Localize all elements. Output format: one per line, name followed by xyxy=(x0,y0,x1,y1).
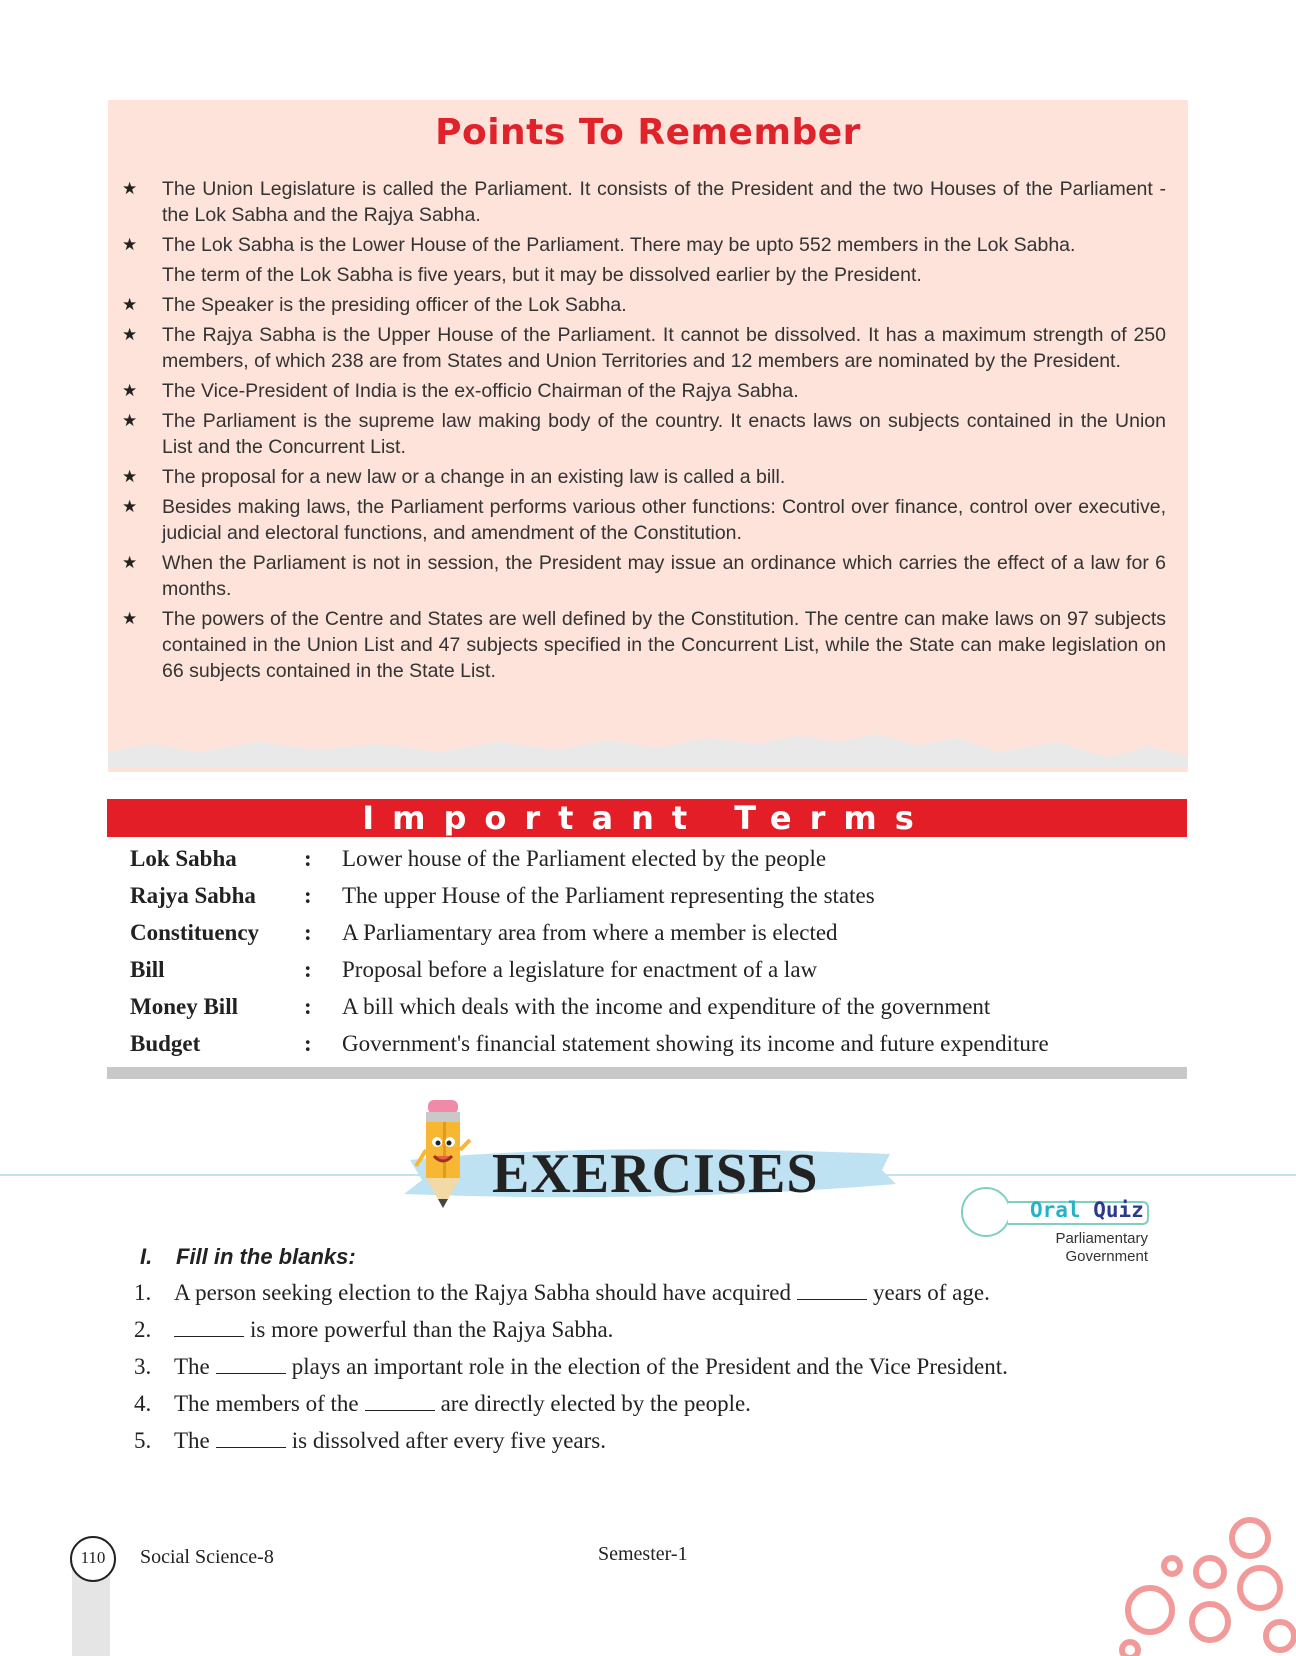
term-colon: : xyxy=(304,883,312,908)
question-item: 1. A person seeking election to the Rajya Sabha should have acquired years of age. xyxy=(134,1274,1134,1311)
term-row xyxy=(130,914,1180,951)
star-bullet-icon: ★ xyxy=(122,295,138,314)
book-title: Social Science-8 xyxy=(140,1546,274,1568)
page-number: 110 xyxy=(70,1536,116,1582)
star-bullet-icon: ★ xyxy=(122,325,138,344)
point-item: ★ Besides making laws, the Parliament performs various other functions: Control over finance, control over executive, judicial and electoral functions, and amendment of the Constitution. xyxy=(122,496,1166,544)
oral-quiz-label: Oral Quiz xyxy=(1030,1198,1144,1222)
answer-blank[interactable] xyxy=(797,1277,867,1300)
term-name: Constituency xyxy=(130,920,260,945)
term-colon: : xyxy=(304,920,312,945)
term-name: Bill xyxy=(130,957,165,982)
term-name: Rajya Sabha xyxy=(130,883,256,908)
star-bullet-icon: ★ xyxy=(122,411,138,430)
answer-blank[interactable] xyxy=(216,1425,286,1448)
term-definition: Proposal before a legislature for enactment of a law xyxy=(342,957,818,982)
term-colon: : xyxy=(304,1031,312,1056)
star-bullet-icon: ★ xyxy=(122,381,138,400)
question-item: 3. The plays an important role in the election of the President and the Vice President. xyxy=(134,1348,1134,1385)
term-definition: Government's financial statement showing its income and future expenditure xyxy=(342,1031,1049,1056)
term-definition: The upper House of the Parliament representing the states xyxy=(342,883,875,908)
term-definition: Lower house of the Parliament elected by the people xyxy=(342,846,827,871)
pencil-mascot-icon xyxy=(414,1100,474,1212)
star-bullet-icon: ★ xyxy=(122,467,138,486)
star-bullet-icon: ★ xyxy=(122,179,138,198)
terms-bottom-rule xyxy=(107,1067,1187,1079)
star-bullet-icon: ★ xyxy=(122,235,138,254)
question-item: 5. The is dissolved after every five years. xyxy=(134,1422,1134,1459)
terms-table xyxy=(130,840,1180,1062)
answer-blank[interactable] xyxy=(365,1388,435,1411)
point-continuation: The term of the Lok Sabha is five years, but it may be dissolved earlier by the President. xyxy=(162,264,922,286)
question-item: 2. is more powerful than the Rajya Sabha. xyxy=(134,1311,1134,1348)
point-item: ★ When the Parliament is not in session, the President may issue an ordinance which carries the effect of a law for 6 months. xyxy=(122,552,1166,600)
fill-blanks-heading: I. Fill in the blanks: xyxy=(140,1244,356,1269)
point-item: ★ The Vice-President of India is the ex-officio Chairman of the Rajya Sabha. xyxy=(122,380,799,402)
star-bullet-icon: ★ xyxy=(122,497,138,516)
term-definition: A Parliamentary area from where a member is elected xyxy=(342,920,838,945)
answer-blank[interactable] xyxy=(216,1351,286,1374)
point-item: ★ The Lok Sabha is the Lower House of the Parliament. There may be upto 552 members in the Lok Sabha. xyxy=(122,234,1076,256)
point-item: ★ The Union Legislature is called the Parliament. It consists of the President and the two Houses of the Parliament - the Lok Sabha and the Rajya Sabha. xyxy=(122,178,1166,226)
term-row xyxy=(130,840,1180,877)
torn-paper-edge xyxy=(98,716,1198,786)
points-to-remember-title: Points To Remember xyxy=(435,112,861,153)
term-row xyxy=(130,877,1180,914)
term-colon: : xyxy=(304,994,312,1019)
point-item: ★ The Parliament is the supreme law making body of the country. It enacts laws on subjects contained in the Union List and the Concurrent List. xyxy=(122,410,1166,458)
term-colon: : xyxy=(304,846,312,871)
important-terms-heading: Important Terms xyxy=(107,799,1187,837)
star-bullet-icon: ★ xyxy=(122,553,138,572)
points-list xyxy=(122,176,1166,688)
decorative-circles xyxy=(1110,1510,1296,1656)
questions-list xyxy=(134,1274,1134,1459)
term-definition: A bill which deals with the income and expenditure of the government xyxy=(342,994,991,1019)
semester-label: Semester-1 xyxy=(598,1543,688,1565)
point-item: ★ The Speaker is the presiding officer of the Lok Sabha. xyxy=(122,294,627,316)
term-name: Money Bill xyxy=(130,994,238,1019)
term-name: Lok Sabha xyxy=(130,846,237,871)
term-name: Budget xyxy=(130,1031,201,1056)
question-item: 4. The members of the are directly elected by the people. xyxy=(134,1385,1134,1422)
term-row xyxy=(130,1025,1180,1062)
exercises-title: EXERCISES xyxy=(492,1143,819,1205)
term-row xyxy=(130,988,1180,1025)
term-row xyxy=(130,951,1180,988)
point-item: ★ The proposal for a new law or a change in an existing law is called a bill. xyxy=(122,466,786,488)
answer-blank[interactable] xyxy=(174,1314,244,1337)
term-colon: : xyxy=(304,957,312,982)
point-item: ★ The powers of the Centre and States are well defined by the Constitution. The centre can make laws on 97 subjects contained in the Union List and 47 subjects specified in the Concurrent List, while the State can make legislation on 66 subjects contained in the State List. xyxy=(122,608,1166,682)
point-item: ★ The Rajya Sabha is the Upper House of the Parliament. It cannot be dissolved. It has a maximum strength of 250 members, of which 238 are from States and Union Territories and 12 members are nominated by the President. xyxy=(122,324,1166,372)
star-bullet-icon: ★ xyxy=(122,609,138,628)
oral-quiz-topic: Parliamentary Government xyxy=(1055,1230,1148,1265)
